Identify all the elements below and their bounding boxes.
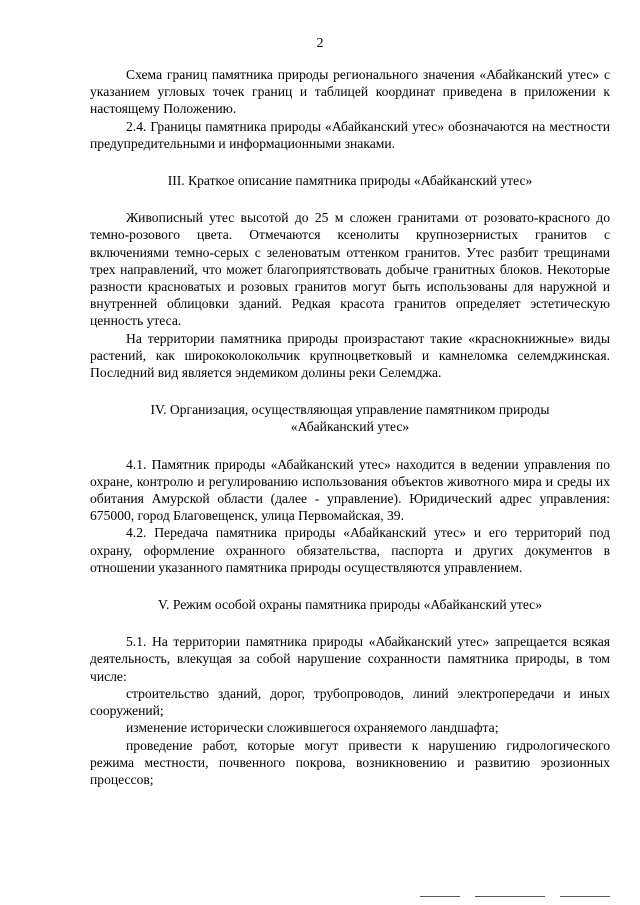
section-heading-4-line2: «Абайканский утес» xyxy=(290,419,410,435)
scan-bottom-marks xyxy=(420,896,620,898)
list-item-hydrology: проведение работ, которые могут привести к нарушению гидрологического режима местности, почвенного покрова, возникновению и развитию эрозионных процессов; xyxy=(90,737,610,787)
paragraph-description-1: Живописный утес высотой до 25 м сложен гранитами от розовато-красного до темно-розового цвета. Отмечаются ксенолиты крупнозернистых гранитов с включениями темно-серых с зеленоватым оттенком гранитов. Утес разбит трещинами трех направлений, что может благоприятствовать добыче гранитных блоков. Некоторые разности красноватых и розовых гранитов могут быть использованы для наружной и внутренней облицовки зданий. Редкая красота гранитов определяет эстетическую ценность утеса. xyxy=(90,210,610,329)
section-heading-5: V. Режим особой охраны памятника природы «Абайканский утес» xyxy=(157,597,543,613)
page-number: 2 xyxy=(316,36,324,51)
section-heading-4-line1: IV. Организация, осуществляющая управление памятником природы xyxy=(150,402,550,418)
paragraph-4-2: 4.2. Передача памятника природы «Абайканский утес» и его территорий под охрану, оформление охранного обязательства, паспорта и других документов в отношении указанного памятника природы осуществляются управлением. xyxy=(90,525,610,575)
list-item-construction: строительство зданий, дорог, трубопроводов, линий электропередачи и иных сооружений; xyxy=(90,685,610,719)
paragraph-4-1: 4.1. Памятник природы «Абайканский утес» находится в ведении управления по охране, контролю и регулированию использования объектов животного мира и среды их обитания Амурской области (далее - управление). Юридический адрес управления: 675000, город Благовещенск, улица Первомайская, 39. xyxy=(90,456,610,524)
paragraph-scheme: Схема границ памятника природы регионального значения «Абайканский утес» с указанием угловых точек границ и таблицей координат приведена в приложении к настоящему Положению. xyxy=(90,67,610,117)
paragraph-description-2: На территории памятника природы произрастают такие «краснокнижные» виды растений, как ширококолокольчик крупноцветковый и камнеломка селемджинская. Последний вид является эндемиком долины реки Селемджа. xyxy=(90,330,610,381)
section-heading-3: III. Краткое описание памятника природы «Абайканский утес» xyxy=(167,173,533,189)
paragraph-2-4: 2.4. Границы памятника природы «Абайканский утес» обозначаются на местности предупредительными и информационными знаками. xyxy=(90,118,610,151)
document-body xyxy=(90,66,610,788)
paragraph-5-1: 5.1. На территории памятника природы «Абайканский утес» запрещается всякая деятельность, влекущая за собой нарушение сохранности памятника природы, в том числе: xyxy=(90,634,610,684)
list-item-landscape: изменение исторически сложившегося охраняемого ландшафта; xyxy=(126,720,499,736)
